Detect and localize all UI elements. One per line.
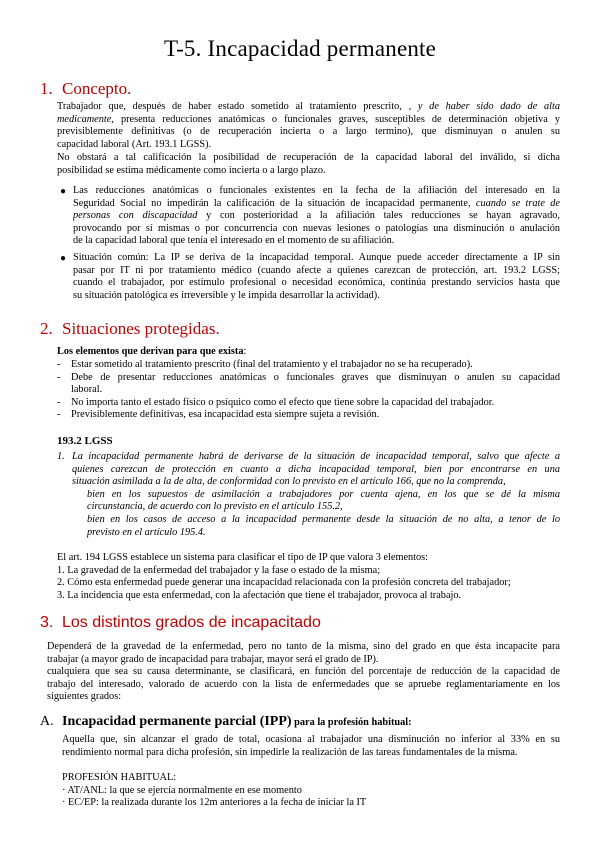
law-item (57, 451, 560, 489)
law-text (57, 451, 560, 539)
text-line: Situación común: La IP se deriva de la incapacidad temporal. Aunque puede acceder directamente a IP sin (73, 252, 560, 263)
text-line: siguientes grados: (47, 691, 122, 703)
text-line: Debe de presentar reducciones anatómicas o funcionales graves que disminuyan o anulen su capacidad (71, 371, 560, 383)
text-line: de la capacidad laboral que tenía el interesado en el momento de su afiliación. (73, 235, 395, 247)
list-item (57, 409, 560, 422)
text-line: circunstancia, de acuerdo con lo previsto en el artículo 155.2, (87, 501, 343, 513)
text-line: cualquiera que sea su causa determinante, se clasificará, en función del porcentaje de reducción de la capacidad de (47, 666, 560, 678)
concepto-paragraph-2 (57, 152, 560, 177)
page-title: T-5. Incapacidad permanente (163, 36, 437, 61)
text-run-italic: personas con discapacidad (73, 210, 198, 222)
section-heading-concepto (40, 79, 131, 99)
concepto-bullet-2 (73, 252, 560, 302)
text-line: bien en los casos de acceso a la incapacidad permanente desde la situación de no alta, a tenor de lo (87, 513, 560, 525)
text-line: Previsiblemente definitivas, esa incapacidad esta siempre sujeta a revisión. (71, 409, 380, 421)
subsection-heading-ipp (40, 714, 412, 730)
text-run-italic: , y de haber sido dado de alta (408, 101, 560, 112)
subsection-letter: A. (40, 714, 54, 729)
text-line: No importa tanto el estado físico o psíquico como el efecto que tiene sobre la capacidad del trabajador. (71, 396, 495, 408)
text-line: 193.2 LGSS (57, 435, 113, 447)
situaciones-list (57, 359, 560, 422)
text-run-bold: Los elementos que derivan para que exista (57, 346, 244, 357)
list-item: 1. La gravedad de la enfermedad del trabajador y la fase o estado de la misma; (57, 564, 381, 576)
text-line: Aquella que, sin alcanzar el grado de total, ocasiona al trabajador una disminución no inferior al 33% en su (62, 734, 560, 745)
text-run: Trabajador que, después de haber estado sometido al tratamiento prescrito, (57, 101, 409, 112)
text-line: Estar sometido al tratamiento prescrito (final del tratamiento y el trabajador no se ha recuperado). (71, 359, 473, 370)
law-subitems (57, 489, 560, 539)
text-line: situación asimilada a la de alta, de conformidad con lo previsto en el artículo 166, que no la comprenda, (72, 476, 506, 488)
section-number: 2. (40, 319, 53, 338)
dash-marker: - (57, 396, 61, 408)
list-item (57, 397, 560, 410)
section-title: Los distintos grados de incapacitado (62, 614, 321, 631)
bullet-icon: ● (60, 253, 67, 264)
list-item (57, 359, 560, 372)
situaciones-lead (57, 346, 560, 359)
text-line: su situación patológica es irreversible y le impida desarrollar la actividad). (73, 289, 380, 301)
law-heading (57, 435, 113, 448)
text-line: Dependerá de la gravedad de la enfermedad, pero no tanto de la misma, sino del grado en que ésta incapacite para (47, 641, 560, 652)
text-line: posibilidad se estima médicamente como incierta o a largo plazo. (57, 164, 326, 176)
text-line: pasar por IT ni por tratamiento médico (cuando afecte a quienes carezcan de protección, art. 193.2 LGSS; (73, 264, 560, 276)
text-line: provocando por sí mismas o por concurrencia con nuevas lesiones o patologías una disminución o anulación (73, 222, 560, 234)
ipp-paragraph (62, 734, 560, 759)
text-line: Las reducciones anatómicas o funcionales existentes en la fecha de la afiliación del interesado en la (73, 185, 560, 196)
text-run: y con posterioridad a la afiliación tales reducciones se hayan agravado, (197, 210, 560, 222)
text-line: No obstará a tal calificación la posibilidad de recuperación de la capacidad laboral del inválido, si dicha (57, 152, 560, 163)
text-line: cuando el trabajador, por estímulo profesional o necesidad económica, continúa prestando servicios hasta que (73, 277, 560, 289)
dash-marker: - (57, 409, 61, 421)
text-run-italic: medicamente (57, 113, 112, 125)
text-line: bien en los supuestos de asimilación a trabajadores por cuenta ajena, en los que se dé la misma (87, 488, 560, 500)
list-item: 3. La incidencia que esta enfermedad, con la afectación que tiene el trabajador, provoca al trabajo. (57, 589, 462, 601)
concepto-paragraph-1 (57, 101, 560, 151)
list-item: 2. Cómo esta enfermedad puede generar una incapacidad relacionada con la profesión concreta del trabajador; (57, 577, 511, 589)
text-run: Seguridad Social no impedirán la calificación de la situación de incapacidad permanente, (73, 197, 476, 209)
text-run-italic: cuando se trate de (475, 197, 560, 209)
section-number: 1. (40, 79, 53, 98)
section-title: Concepto. (62, 79, 132, 98)
grados-paragraph (47, 641, 560, 704)
text-run: , presenta reducciones anatómicas o funcionales graves, susceptibles de determinación objetiva y (111, 113, 560, 125)
text-line: trabajar (a mayor grado de incapacidad para trabajar, mayor será el grado de IP). (47, 653, 379, 665)
section-heading-grados (40, 614, 321, 632)
list-item: · AT/ANL: la que se ejercía normalmente en ese momento (62, 784, 302, 796)
text-line: PROFESIÓN HABITUAL: (62, 772, 177, 783)
bullet-icon: ● (60, 186, 67, 197)
text-line: trabajo del interesado, valorado de acuerdo con la lista de enfermedades que se apruebe reglamentariamente en los (47, 678, 560, 690)
text-line: La incapacidad permanente habrá de derivarse de la situación de incapacidad temporal, salvo que afecte a (72, 451, 560, 462)
list-item (57, 372, 560, 397)
section-title: Situaciones protegidas. (62, 319, 220, 338)
dash-marker: - (57, 359, 61, 370)
list-item: · EC/EP: la realizada durante los 12m anteriores a la fecha de iniciar la IT (62, 797, 367, 809)
text-line: laboral. (71, 384, 103, 396)
subsection-title: Incapacidad permanente parcial (IPP) (62, 714, 292, 729)
text-line: El art. 194 LGSS establece un sistema para clasificar el tipo de IP que valora 3 elementos: (57, 552, 429, 563)
concepto-bullet-1 (73, 185, 560, 248)
text-line: previsiblemente definitivas (o de recuperación incierta o a largo termino), que disminuyan o anulen su (57, 126, 560, 138)
section-heading-situaciones (40, 319, 220, 339)
profesion-habitual-block (62, 772, 560, 810)
text-line: previsto en el artículo 195.4. (87, 526, 206, 538)
text-line: rendimiento normal para dicha profesión, sin impedirle la realización de las tareas fundamentales de la misma. (62, 746, 518, 758)
text-line: capacidad laboral (Art. 193.1 LGSS). (57, 138, 212, 150)
art194-paragraph (57, 552, 560, 602)
text-run: : (243, 346, 247, 357)
text-line: quienes carezcan de protección en cuanto a dicha incapacidad temporal, bien por encontrarse en una (72, 463, 560, 475)
law-number: 1. (57, 451, 65, 462)
dash-marker: - (57, 371, 61, 383)
subsection-suffix: para la profesión habitual: (291, 717, 412, 728)
section-number: 3. (40, 614, 54, 631)
